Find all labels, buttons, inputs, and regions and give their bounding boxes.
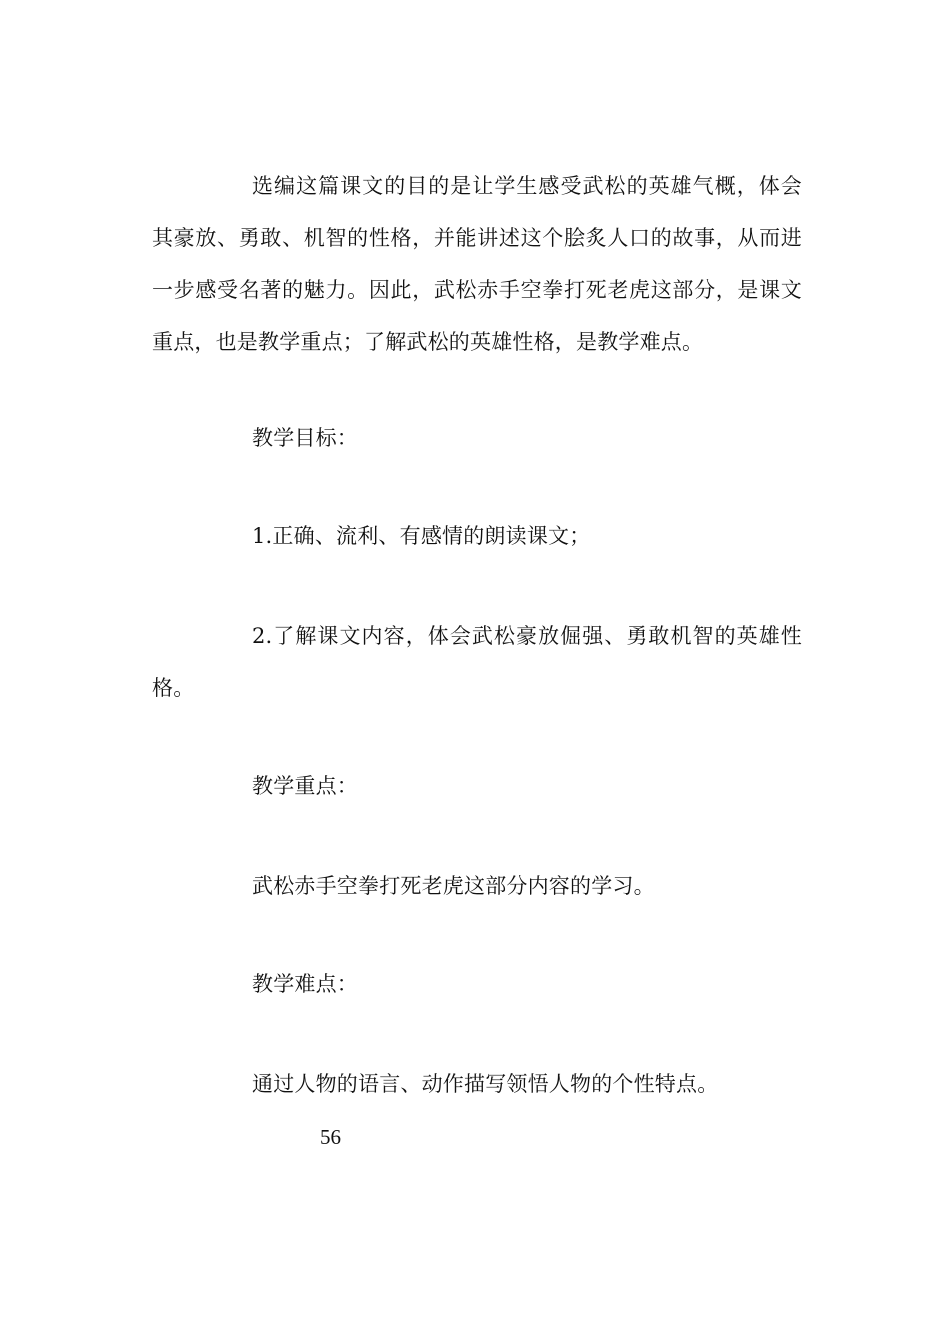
page-number: 56 <box>320 1125 341 1149</box>
key-point-heading: 教学重点： <box>252 774 358 798</box>
difficulty-heading: 教学难点： <box>252 972 358 996</box>
intro-paragraph: 选编这篇课文的目的是让学生感受武松的英雄气概，体会其豪放、勇敢、机智的性格，并能讲述这个脍炙人口的故事，从而进一步感受名著的魅力。因此，武松赤手空拳打死老虎这部分，是课文重点，也是教学重点；了解武松的英雄性格，是教学难点。 <box>152 174 802 354</box>
key-point-text: 武松赤手空拳打死老虎这部分内容的学习。 <box>252 874 655 898</box>
teaching-goal-1: 1.正确、流利、有感情的朗读课文； <box>252 524 591 548</box>
teaching-goal-2: 2.了解课文内容，体会武松豪放倔强、勇敢机智的英雄性格。 <box>152 624 802 700</box>
difficulty-text: 通过人物的语言、动作描写领悟人物的个性特点。 <box>252 1072 719 1096</box>
teaching-goals-heading: 教学目标： <box>252 426 358 450</box>
